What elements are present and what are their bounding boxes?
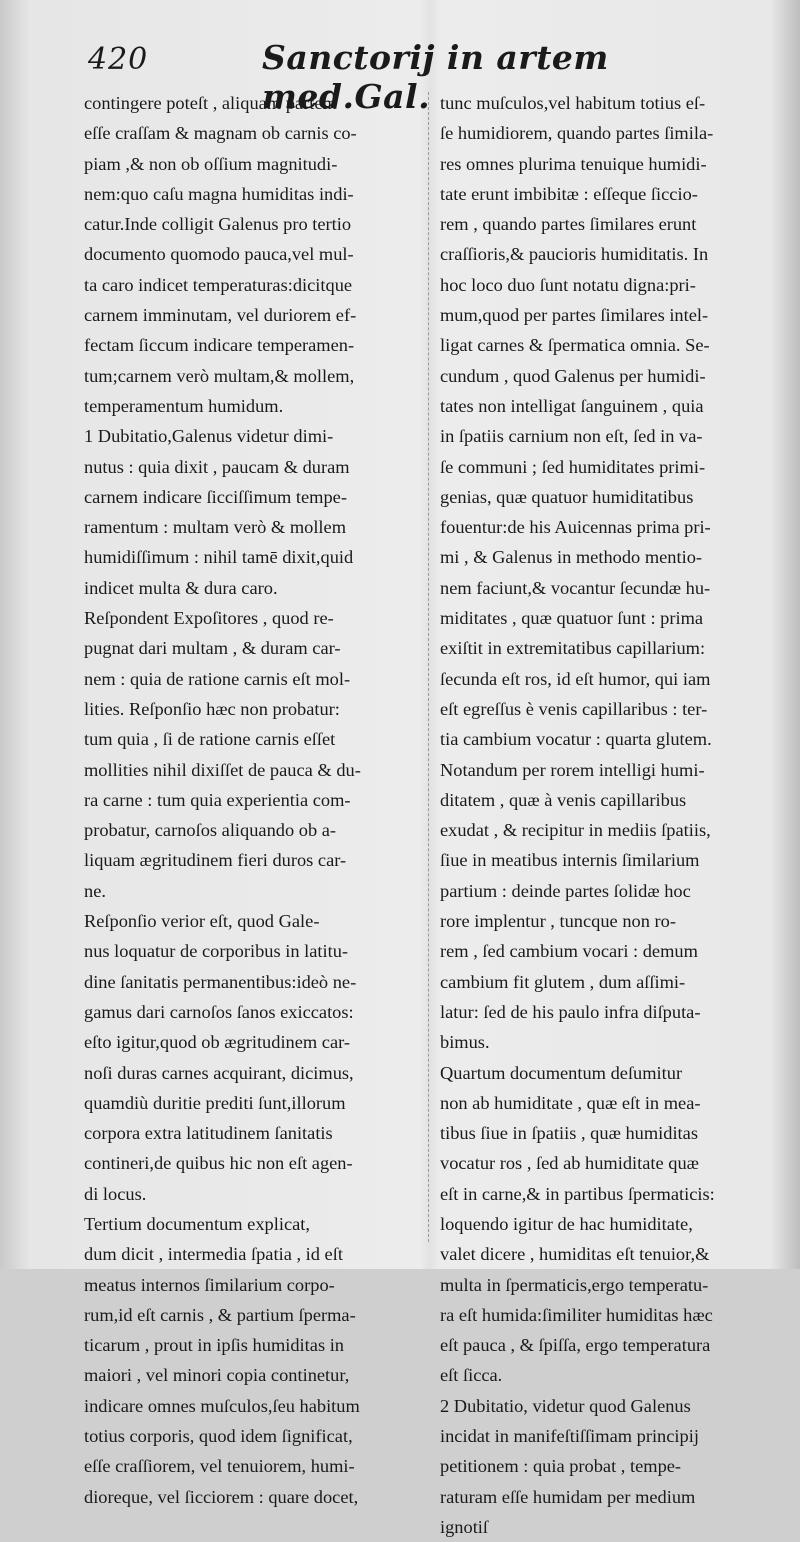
text-line: contingere poteſt , aliquam partem xyxy=(84,93,337,113)
text-line: mum,quod per partes ſimilares intel- xyxy=(440,305,709,326)
text-line: Notandum per rorem intelligi humi- xyxy=(440,759,705,780)
text-line: incidat in manifeſtiſſimam principij xyxy=(440,1426,699,1447)
text-line: ſiue in meatibus internis ſimilarium xyxy=(440,850,700,871)
text-line: noſi duras carnes acquirant, dicimus, xyxy=(84,1062,354,1083)
text-line: documento quomodo pauca,vel mul- xyxy=(84,244,354,265)
text-line: dum dicit , intermedia ſpatia , id eſt xyxy=(84,1244,343,1265)
text-line: nus loquatur de corporibus in latitu- xyxy=(84,941,349,962)
text-line: genias, quæ quatuor humiditatibus xyxy=(440,486,694,507)
text-line: tunc muſculos,vel habitum totius eſ- xyxy=(440,93,706,113)
text-line: carnem indicare ſicciſſimum tempe- xyxy=(84,486,347,507)
text-line: ramentum : multam verò & mollem xyxy=(84,517,347,538)
running-title: Sanctorij in artem med.Gal. xyxy=(262,38,609,116)
text-line: ra carne : tum quia experientia com- xyxy=(84,789,351,810)
text-line: cambium fit glutem , dum aſſimi- xyxy=(440,971,686,992)
text-line: exudat , & recipitur in mediis ſpatiis, xyxy=(440,820,711,841)
text-line: ticarum , prout in ipſis humiditas in xyxy=(84,1335,345,1356)
text-line: eſto igitur,quod ob ægritudinem car- xyxy=(84,1032,351,1053)
text-line: partium : deinde partes ſolidæ hoc xyxy=(440,880,691,901)
text-line: ignotiſ xyxy=(440,1516,489,1537)
text-line: rore implentur , tuncque non ro- xyxy=(440,911,676,932)
text-line: humidiſſimum : nihil tamē dixit,quid xyxy=(84,547,354,568)
text-line: ſecunda eſt ros, id eſt humor, qui iam xyxy=(440,668,711,689)
text-line: ditatem , quæ à venis capillaribus xyxy=(440,789,687,810)
text-line: eſt in carne,& in partibus ſpermaticis: xyxy=(440,1183,715,1204)
text-line: Tertium documentum explicat, xyxy=(84,1213,310,1234)
text-line: Reſpondent Expoſitores , quod re- xyxy=(84,608,334,629)
text-line: lities. Reſponſio hæc non probatur: xyxy=(84,698,340,719)
text-line: piam ,& non ob oſſium magnitudi- xyxy=(84,153,338,174)
text-line: exiſtit in extremitatibus capillarium: xyxy=(440,638,706,659)
text-line: petitionem : quia probat , tempe- xyxy=(440,1456,682,1477)
text-line: pugnat dari multam , & duram car- xyxy=(84,638,341,659)
text-line: tia cambium vocatur : quarta glutem. xyxy=(440,729,712,750)
text-line: indicet multa & dura caro. xyxy=(84,577,278,598)
text-line: latur: ſed de his paulo infra diſputa- xyxy=(440,1001,701,1022)
text-line: mollities nihil dixiſſet de pauca & du- xyxy=(84,759,361,780)
text-line: di locus. xyxy=(84,1183,147,1204)
text-line: tates non intelligat ſanguinem , quia xyxy=(440,395,704,416)
text-line: rum,id eſt carnis , & partium ſperma- xyxy=(84,1304,356,1325)
text-line: ligat carnes & ſpermatica omnia. Se- xyxy=(440,335,710,356)
text-line: gamus dari carnoſos ſanos exiccatos: xyxy=(84,1001,354,1022)
text-line: meatus internos ſimilarium corpo- xyxy=(84,1274,335,1295)
text-line: fouentur:de his Auicennas prima pri- xyxy=(440,517,711,538)
right-text-column xyxy=(440,88,778,1542)
text-line: craſſioris,& paucioris humiditatis. In xyxy=(440,244,709,265)
text-line: quamdiù duritie prediti ſunt,illorum xyxy=(84,1092,346,1113)
text-line: fectam ſiccum indicare temperamen- xyxy=(84,335,355,356)
text-line: temperamentum humidum. xyxy=(84,395,284,416)
text-line: res omnes plurima tenuique humidi- xyxy=(440,153,707,174)
text-line: in ſpatiis carnium non eſt, ſed in va- xyxy=(440,426,703,447)
text-line: nem faciunt,& vocantur ſecundæ hu- xyxy=(440,577,711,598)
text-line: tate erunt imbibitæ : eſſeque ſiccio- xyxy=(440,183,698,204)
text-line: tum quia , ſi de ratione carnis eſſet xyxy=(84,729,336,750)
text-line: tum;carnem verò multam,& mollem, xyxy=(84,365,355,386)
text-line: 2 Dubitatio, videtur quod Galenus xyxy=(440,1395,691,1416)
text-line: corpora extra latitudinem ſanitatis xyxy=(84,1123,333,1144)
text-line: maiori , vel minori copia continetur, xyxy=(84,1365,350,1386)
text-line: eſt ſicca. xyxy=(440,1365,503,1386)
text-line: catur.Inde colligit Galenus pro tertio xyxy=(84,214,352,235)
column-divider xyxy=(428,92,429,1242)
text-line: ne. xyxy=(84,880,106,901)
page-number: 420 xyxy=(88,42,149,77)
text-line: eſſe craſſiorem, vel tenuiorem, humi- xyxy=(84,1456,355,1477)
text-line: rem , ſed cambium vocari : demum xyxy=(440,941,698,962)
text-line: eſſe craſſam & magnam ob carnis co- xyxy=(84,123,357,144)
text-line: raturam eſſe humidam per medium xyxy=(440,1486,696,1507)
text-line: contineri,de quibus hic non eſt agen- xyxy=(84,1153,353,1174)
text-line: Reſponſio verior eſt, quod Gale- xyxy=(84,911,320,932)
left-text-column xyxy=(84,88,422,1512)
text-line: multa in ſpermaticis,ergo temperatu- xyxy=(440,1274,709,1295)
text-line: bimus. xyxy=(440,1032,490,1053)
text-line: non ab humiditate , quæ eſt in mea- xyxy=(440,1092,701,1113)
text-line: hoc loco duo ſunt notatu digna:pri- xyxy=(440,274,696,295)
text-line: liquam ægritudinem fieri duros car- xyxy=(84,850,347,871)
text-line: dine ſanitatis permanentibus:ideò ne- xyxy=(84,971,357,992)
text-line: ra eſt humida:ſimiliter humiditas hæc xyxy=(440,1304,713,1325)
text-line: indicare omnes muſculos,ſeu habitum xyxy=(84,1395,360,1416)
text-line: eſt pauca , & ſpiſſa, ergo temperatura xyxy=(440,1335,711,1356)
text-line: rem , quando partes ſimilares erunt xyxy=(440,214,697,235)
text-line: Quartum documentum deſumitur xyxy=(440,1062,683,1083)
text-line: eſt egreſſus è venis capillaribus : ter- xyxy=(440,698,708,719)
text-line: dioreque, vel ſicciorem : quare docet, xyxy=(84,1486,359,1507)
text-line: miditates , quæ quatuor ſunt : prima xyxy=(440,608,704,629)
text-line: ſe humidiorem, quando partes ſimila- xyxy=(440,123,714,144)
text-line: carnem imminutam, vel duriorem ef- xyxy=(84,305,357,326)
text-line: vocatur ros , ſed ab humiditate quæ xyxy=(440,1153,699,1174)
text-line: nem:quo caſu magna humiditas indi- xyxy=(84,183,354,204)
text-line: cundum , quod Galenus per humidi- xyxy=(440,365,706,386)
text-line: nem : quia de ratione carnis eſt mol- xyxy=(84,668,351,689)
text-line: nutus : quia dixit , paucam & duram xyxy=(84,456,350,477)
text-line: mi , & Galenus in methodo mentio- xyxy=(440,547,703,568)
text-line: ſe communi ; ſed humiditates primi- xyxy=(440,456,706,477)
text-line: totius corporis, quod idem ſignificat, xyxy=(84,1426,353,1447)
text-line: ta caro indicet temperaturas:dicitque xyxy=(84,274,353,295)
text-line: 1 Dubitatio,Galenus videtur dimi- xyxy=(84,426,334,447)
text-line: probatur, carnoſos aliquando ob a- xyxy=(84,820,337,841)
text-line: tibus ſiue in ſpatiis , quæ humiditas xyxy=(440,1123,698,1144)
text-line: valet dicere , humiditas eſt tenuior,& xyxy=(440,1244,710,1265)
text-line: loquendo igitur de hac humiditate, xyxy=(440,1213,693,1234)
